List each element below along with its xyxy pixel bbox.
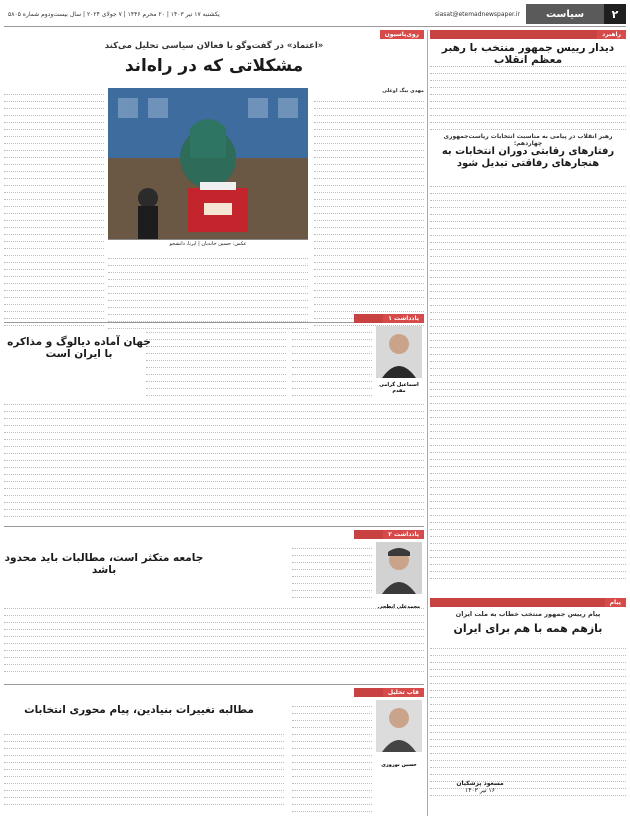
right-kicker-bar-2 <box>430 598 626 607</box>
author-portrait-2 <box>376 542 422 610</box>
page-number: ۲ <box>604 4 626 24</box>
middle-text-3 <box>4 398 424 517</box>
author-name-2: محمدعلی ابطحی <box>377 604 421 610</box>
bottom-story <box>4 688 424 816</box>
middle-headline: جهان آماده دیالوگ و مذاکره با ایران است <box>7 336 151 361</box>
author-portrait-1 <box>376 326 422 394</box>
column-divider <box>427 30 428 816</box>
lower-rule <box>4 526 424 527</box>
signature <box>440 780 520 794</box>
top-text-right <box>314 88 424 330</box>
section-title: سیاست <box>526 4 604 24</box>
top-byline: مهدی بیگ اوغلی <box>382 88 424 94</box>
bottom-text-1 <box>292 700 372 812</box>
bottom-kicker: قاب تحلیل <box>383 688 424 697</box>
middle-story <box>4 314 424 524</box>
right-headline: دیدار رییس جمهور منتخب با رهبر معظم انقلاب <box>441 42 615 67</box>
right-kicker-2: پیام <box>605 598 626 607</box>
photo-caption: عکس: حسین خانه‌بان | ایرنا، دانشجو <box>108 239 308 248</box>
author-name-3: حسین نوروزی <box>381 762 417 768</box>
portrait-image-3 <box>376 700 422 752</box>
right-subhead-3: پیام رییس جمهور منتخب خطاب به ملت ایران <box>455 610 601 618</box>
top-text-left <box>4 88 104 326</box>
middle-text-2 <box>146 326 286 396</box>
date-line: یکشنبه ۱۷ تیر ۱۴۰۳ | ۲۰ محرم ۱۴۴۶ | ۷ جولای ۲۰۲۴ | سال بیست‌و‌دوم شماره ۵۸۰۵ <box>8 10 220 18</box>
page-header <box>4 4 626 24</box>
bottom-headline: مطالبه تغییرات بنیادین، پیام محوری انتخابات <box>24 704 254 716</box>
right-text-2 <box>430 180 626 579</box>
portrait-image-2 <box>376 542 422 594</box>
middle-kicker: یادداشت ۱ <box>383 314 424 323</box>
signature-date: ۱۶ تیر ۱۴۰۳ <box>465 787 495 794</box>
author-name-1: اسماعیل گرامی مقدم <box>379 382 419 394</box>
right-text-1 <box>430 60 626 130</box>
portrait-image-1 <box>376 326 422 378</box>
top-headline: مشکلاتی که در راه‌اند <box>124 56 304 76</box>
website-email[interactable]: siasat@etemadnewspaper.ir <box>434 10 520 18</box>
header-rule <box>4 26 626 27</box>
right-subhead-1: رهبر انقلاب در پیامی به مناسبت انتخابات ریاست‌جمهوری چهاردهم: <box>443 133 613 147</box>
third-kicker: یادداشت ۲ <box>383 530 424 539</box>
right-kicker: راهبرد <box>597 30 626 39</box>
third-headline: جامعه متکثر است، مطالبات باید محدود باشد <box>4 552 204 577</box>
bottom-text-2 <box>4 728 284 805</box>
signature-name: مسعود پزشکیان <box>456 780 504 787</box>
right-headline-3: بازهم همه با هم برای ایران <box>453 622 603 635</box>
top-kicker: روی‌پاسیون <box>380 30 424 39</box>
bottom-rule <box>4 684 424 685</box>
third-text-1 <box>292 542 372 598</box>
voting-photo <box>108 88 308 248</box>
middle-text-1 <box>292 326 372 396</box>
third-text-2 <box>4 602 424 672</box>
right-text-3 <box>430 642 626 796</box>
right-column <box>430 30 626 816</box>
top-pretitle: «اعتماد» در گفت‌وگو با فعالان سیاسی تحلیل می‌کند <box>104 41 324 51</box>
third-story <box>4 530 424 680</box>
voting-illustration <box>108 88 308 248</box>
top-story <box>4 30 424 330</box>
right-headline-2: رفتارهای رقابتی دوران انتخابات به هنجارهای رفاقتی تبدیل شود <box>441 146 615 169</box>
author-portrait-3 <box>376 700 422 768</box>
